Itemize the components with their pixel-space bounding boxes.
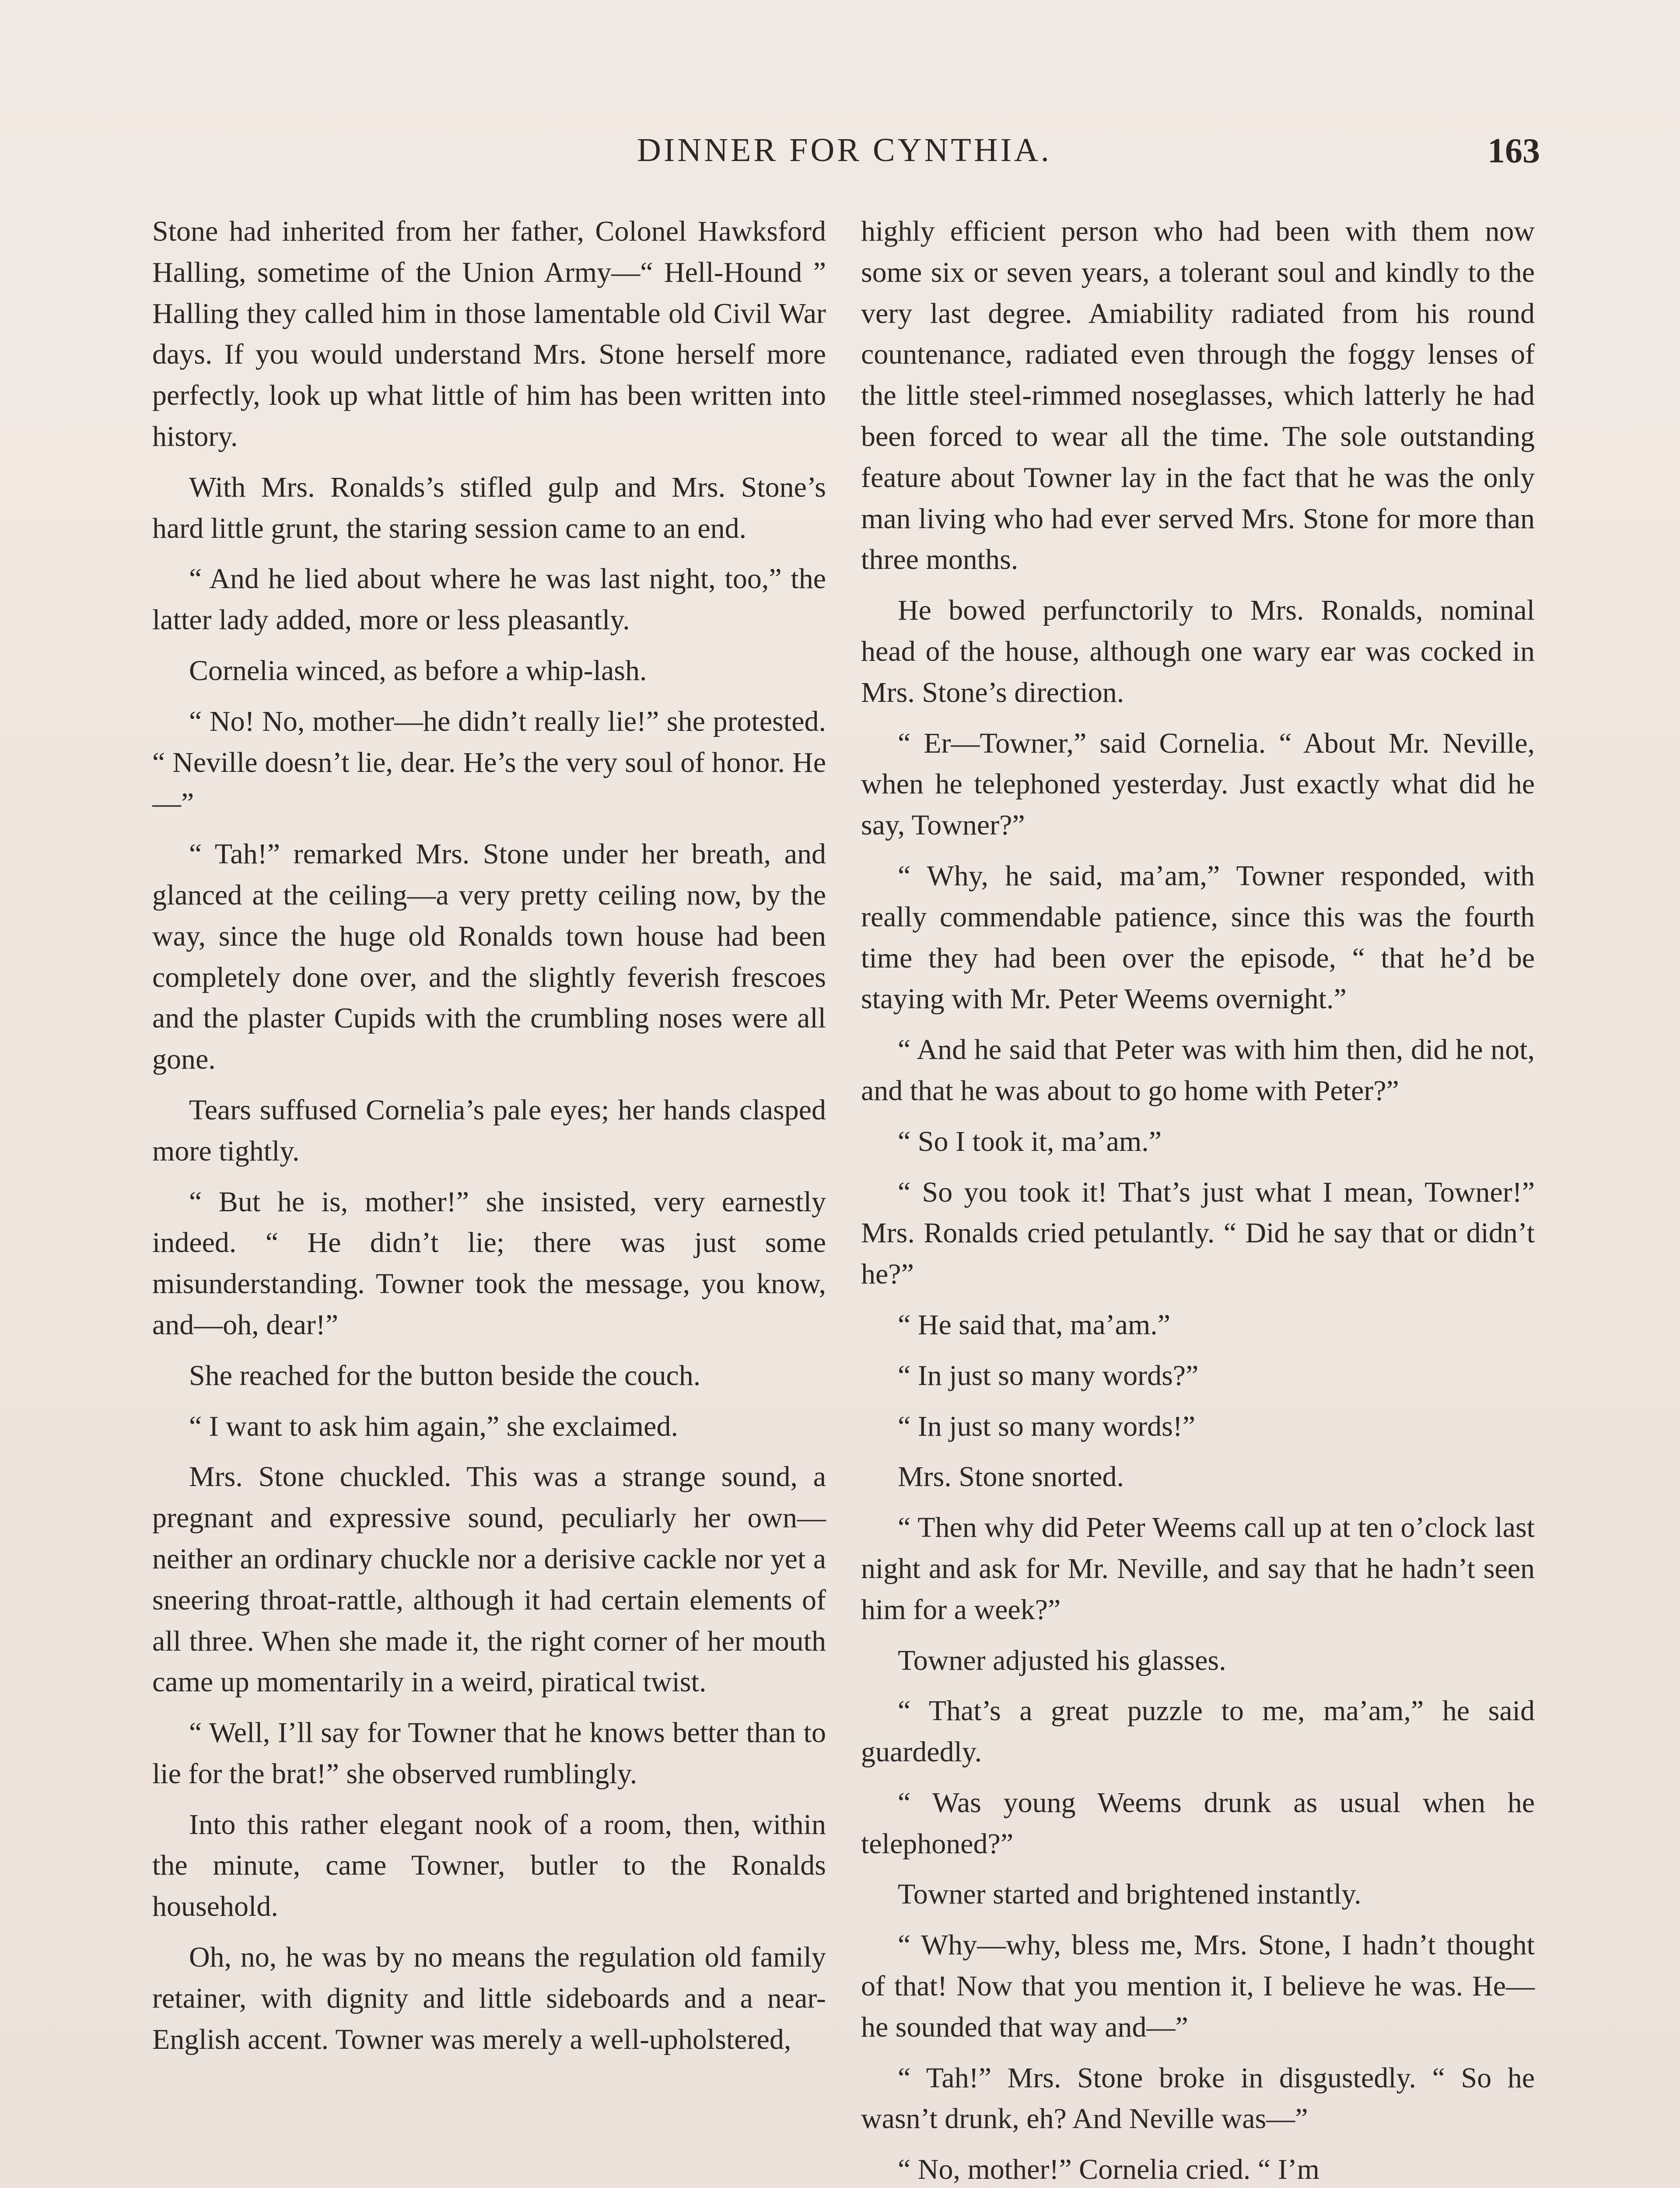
paragraph: Stone had inherited from her father, Colonel Hawksford Halling, sometime of the Union Army—“ Hell-Hound ” Halling they called him in those lamentable old Civil War days. If you would understand Mrs. Stone herself more perfectly, look up what little of him has been written into history.	[152, 215, 826, 452]
paragraph: With Mrs. Ronalds’s stifled gulp and Mrs. Stone’s hard little grunt, the staring session came to an end.	[152, 471, 826, 544]
paragraph: “ Why—why, bless me, Mrs. Stone, I hadn’t thought of that! Now that you mention it, I believe he was. He—he sounded that way and—”	[861, 1929, 1535, 2043]
paragraph: “ And he lied about where he was last night, too,” the latter lady added, more or less pleasantly.	[152, 563, 826, 636]
paragraph: Towner adjusted his glasses.	[898, 1644, 1226, 1676]
paragraph: “ In just so many words!”	[898, 1410, 1196, 1442]
paragraph: “ Tah!” Mrs. Stone broke in disgustedly. “ So he wasn’t drunk, eh? And Neville was—”	[861, 2062, 1535, 2135]
page-header	[149, 131, 1540, 179]
paragraph: “ Why, he said, ma’am,” Towner responded, with really commendable patience, since this was the fourth time they had been over the episode, “ that he’d be staying with Mr. Peter Weems overnight.”	[861, 859, 1535, 1015]
paragraph: “ But he is, mother!” she insisted, very earnestly indeed. “ He didn’t lie; there was just some misunderstanding. Towner took the message, you know, and—oh, dear!”	[152, 1185, 826, 1341]
paragraph: “ Er—Towner,” said Cornelia. “ About Mr. Neville, when he telephoned yesterday. Just exactly what did he say, Towner?”	[861, 727, 1535, 842]
paragraph: “ Well, I’ll say for Towner that he knows better than to lie for the brat!” she observed rumblingly.	[152, 1717, 826, 1790]
paragraph: “ Was young Weems drunk as usual when he telephoned?”	[861, 1786, 1535, 1860]
paragraph: Cornelia winced, as before a whip-lash.	[189, 654, 647, 687]
running-title: DINNER FOR CYNTHIA.	[637, 132, 1052, 168]
paragraph: “ So I took it, ma’am.”	[898, 1125, 1162, 1157]
paragraph: Tears suffused Cornelia’s pale eyes; her hands clasped more tightly.	[152, 1094, 826, 1167]
right-column	[861, 211, 1535, 2188]
paragraph: She reached for the button beside the couch.	[189, 1359, 701, 1392]
paragraph: Mrs. Stone snorted.	[898, 1461, 1124, 1493]
paragraph: Into this rather elegant nook of a room, then, within the minute, came Towner, butler to the Ronalds household.	[152, 1808, 826, 1923]
paragraph: Mrs. Stone chuckled. This was a strange sound, a pregnant and expressive sound, peculiarly her own—neither an ordinary chuckle nor a derisive cackle nor yet a sneering throat-rattle, although it had certain elements of all three. When she made it, the right corner of her mouth came up momentarily in a weird, piratical twist.	[152, 1461, 826, 1698]
paragraph: “ He said that, ma’am.”	[898, 1308, 1171, 1341]
paragraph: highly efficient person who had been with them now some six or seven years, a tolerant soul and kindly to the very last degree. Amiability radiated from his round countenance, radiated even through the foggy lenses of the little steel-rimmed noseglasses, which latterly he had been forced to wear all the time. The sole outstanding feature about Towner lay in the fact that he was the only man living who had ever served Mrs. Stone for more than three months.	[861, 215, 1535, 576]
paragraph: “ In just so many words?”	[898, 1359, 1199, 1392]
page-number: 163	[1488, 132, 1540, 170]
paragraph: “ So you took it! That’s just what I mean, Towner!” Mrs. Ronalds cried petulantly. “ Did he say that or didn’t he?”	[861, 1176, 1535, 1290]
paragraph: Towner started and brightened instantly.	[898, 1878, 1362, 1911]
paragraph: “ And he said that Peter was with him then, did he not, and that he was about to go home with Peter?”	[861, 1034, 1535, 1107]
paragraph: “ No! No, mother—he didn’t really lie!” she protested. “ Neville doesn’t lie, dear. He’s the very soul of honor. He—”	[152, 705, 826, 820]
paragraph: “ No, mother!” Cornelia cried. “ I’m	[898, 2153, 1320, 2186]
paragraph: “ Then why did Peter Weems call up at ten o’clock last night and ask for Mr. Neville, and say that he hadn’t seen him for a week?”	[861, 1511, 1535, 1626]
left-column	[152, 211, 826, 2069]
paragraph: “ Tah!” remarked Mrs. Stone under her breath, and glanced at the ceiling—a very pretty ceiling now, by the way, since the huge old Ronalds town house had been completely done over, and the slightly feverish frescoes and the plaster Cupids with the crumbling noses were all gone.	[152, 838, 826, 1076]
paragraph: He bowed perfunctorily to Mrs. Ronalds, nominal head of the house, although one wary ear was cocked in Mrs. Stone’s direction.	[861, 594, 1535, 708]
paragraph: “ That’s a great puzzle to me, ma’am,” he said guardedly.	[861, 1695, 1535, 1768]
paragraph: “ I want to ask him again,” she exclaimed.	[189, 1410, 678, 1442]
paragraph: Oh, no, he was by no means the regulation old family retainer, with dignity and little sideboards and a near-English accent. Towner was merely a well-upholstered,	[152, 1941, 826, 2055]
